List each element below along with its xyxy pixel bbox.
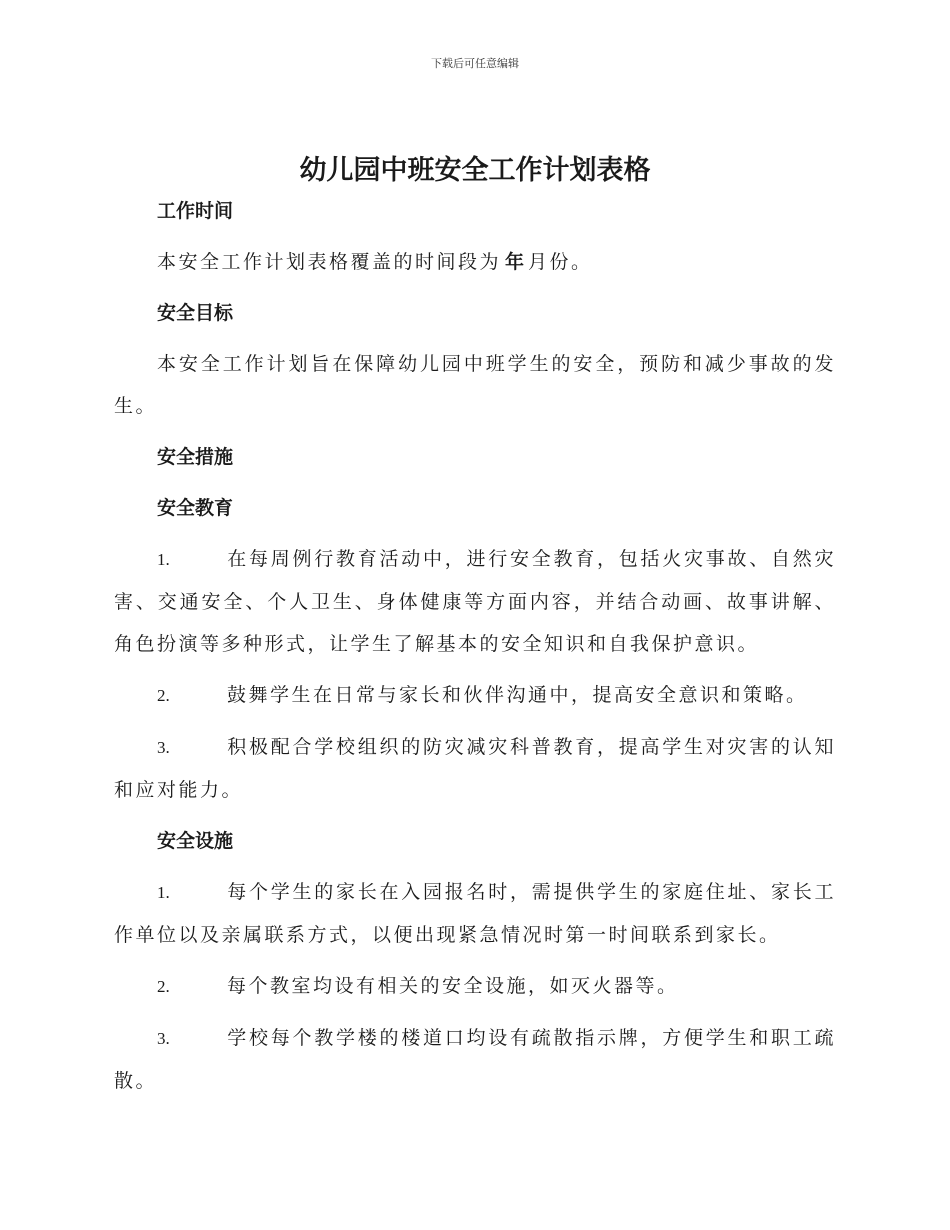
list-item	[114, 1017, 836, 1102]
list-item	[114, 538, 836, 665]
list-item-text: 每个学生的家长在入园报名时，需提供学生的家庭住址、家长工作单位以及亲属联系方式，以便出现紧急情况时第一时间联系到家长。	[114, 881, 836, 946]
list-item-number: 3.	[157, 738, 170, 757]
paragraph-work-time	[114, 241, 836, 283]
list-item-number: 2.	[157, 686, 170, 705]
heading-safety-goal: 安全目标	[157, 302, 234, 324]
list-item-number: 1.	[157, 550, 170, 569]
list-item	[114, 871, 836, 956]
list-item-number: 2.	[157, 977, 170, 996]
heading-safety-education: 安全教育	[157, 497, 234, 519]
list-item	[114, 965, 836, 1008]
paragraph-safety-goal: 本安全工作计划旨在保障幼儿园中班学生的安全，预防和减少事故的发生。	[114, 353, 836, 417]
heading-safety-facilities: 安全设施	[157, 830, 234, 852]
document-body	[114, 190, 836, 1111]
list-item-text: 积极配合学校组织的防灾减灾科普教育，提高学生对灾害的认知和应对能力。	[114, 736, 836, 801]
work-time-text-before: 本安全工作计划表格覆盖的时间段为	[157, 251, 502, 273]
list-item-number: 3.	[157, 1029, 170, 1048]
heading-work-time: 工作时间	[157, 200, 234, 222]
page-header-note: 下载后可任意编辑	[431, 57, 519, 70]
list-item-text: 学校每个教学楼的楼道口均设有疏散指示牌，方便学生和职工疏散。	[114, 1027, 836, 1092]
list-item-number: 1.	[157, 883, 170, 902]
work-time-year: 年	[505, 251, 525, 273]
document-title: 幼儿园中班安全工作计划表格	[299, 155, 651, 186]
list-item-text: 每个教室均设有相关的安全设施，如灭火器等。	[227, 975, 679, 997]
list-item	[114, 674, 836, 717]
heading-safety-measures: 安全措施	[157, 446, 234, 468]
list-item-text: 鼓舞学生在日常与家长和伙伴沟通中，提高安全意识和策略。	[227, 684, 808, 706]
work-time-text-after: 月份。	[528, 251, 593, 273]
list-item	[114, 726, 836, 811]
list-item-text: 在每周例行教育活动中，进行安全教育，包括火灾事故、自然灾害、交通安全、个人卫生、身体健康等方面内容，并结合动画、故事讲解、角色扮演等多种形式，让学生了解基本的安全知识和自我保护意识。	[114, 548, 836, 655]
